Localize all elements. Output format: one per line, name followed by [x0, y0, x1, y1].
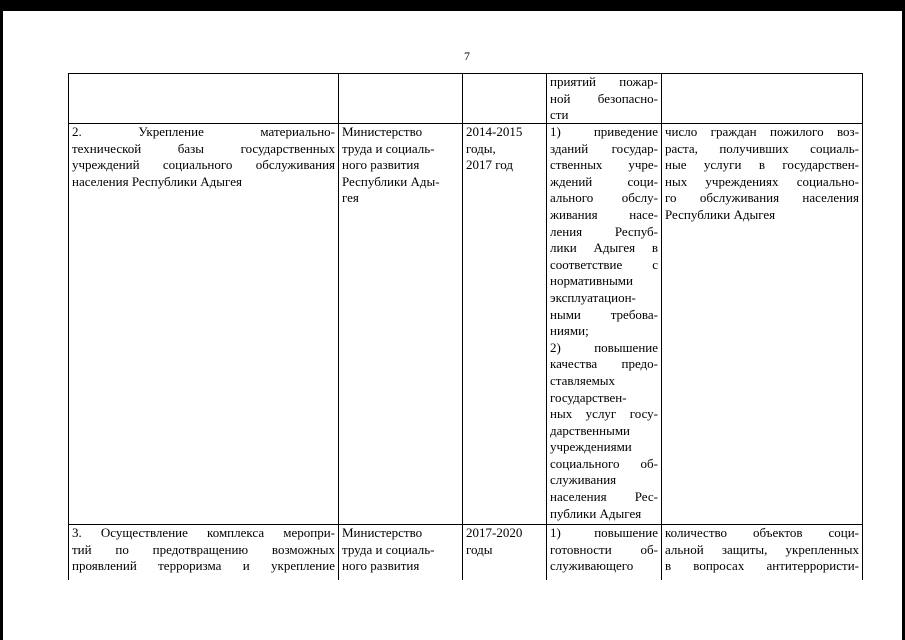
- cell-text-line: Министерство: [342, 525, 423, 540]
- cell-text-line: 1) приведение: [550, 124, 658, 139]
- cell-text-line: приятий пожар-: [550, 74, 658, 89]
- table-cell-executor: [339, 124, 462, 524]
- cell-text-line: лики Адыгея в: [550, 240, 658, 256]
- cell-text-line: годы: [466, 541, 493, 557]
- cell-text-line: технической базы государственных: [72, 140, 335, 156]
- cell-text-line: число граждан пожилого воз-: [665, 124, 859, 139]
- cell-text-line: учреждений социального обслуживания: [72, 157, 335, 173]
- cell-text-line: труда и социаль-: [342, 140, 435, 156]
- table-cell-period: [463, 124, 546, 524]
- cell-text-line: ных учреждениях социально-: [665, 173, 859, 189]
- cell-text-line: 2014-2015: [466, 124, 523, 139]
- cell-text-line: ления Респуб-: [550, 223, 658, 239]
- cell-text-line: Республики Ады-: [342, 173, 440, 189]
- cell-text-line: сти: [550, 107, 569, 123]
- table-cell-executor: [339, 525, 462, 580]
- cell-text-line: служивающего: [550, 558, 634, 574]
- table-cell-measure: [69, 74, 338, 123]
- cell-text-line: учреждениями: [550, 439, 632, 455]
- cell-text-line: труда и социаль-: [342, 541, 435, 557]
- cell-text-line: публики Адыгея: [550, 505, 642, 521]
- cell-text-line: населения Рес-: [550, 489, 658, 505]
- cell-text-line: ных услуг госу-: [550, 406, 658, 422]
- cell-text-line: 2017 год: [466, 157, 513, 173]
- cell-text-line: 2. Укрепление материально-: [72, 124, 335, 139]
- cell-text-line: 2) повышение: [550, 339, 658, 355]
- table-cell-measure: [69, 525, 338, 580]
- cell-text-line: ного развития: [342, 157, 420, 173]
- cell-text-line: качества предо-: [550, 356, 658, 372]
- cell-text-line: проявлений терроризма и укрепление: [72, 558, 335, 574]
- cell-text-line: дарственными: [550, 422, 630, 438]
- cell-text-line: 2017-2020: [466, 525, 523, 540]
- table-cell-result: [547, 525, 661, 580]
- cell-text-line: го обслуживания населения: [665, 190, 859, 206]
- cell-text-line: живания насе-: [550, 206, 658, 222]
- table-cell-result: [547, 74, 661, 123]
- cell-text-line: альной защиты, укрепленных: [665, 541, 859, 557]
- table-cell-result: [547, 124, 661, 524]
- cell-text-line: гея: [342, 190, 359, 206]
- table-cell-measure: [69, 124, 338, 524]
- cell-text-line: ственных учре-: [550, 157, 658, 173]
- cell-text-line: 1) повышение: [550, 525, 658, 540]
- cell-text-line: ждений соци-: [550, 173, 658, 189]
- cell-text-line: зданий государ-: [550, 140, 658, 156]
- cell-text-line: соответствие с: [550, 256, 658, 272]
- scan-border-top: [0, 0, 905, 11]
- table-cell-executor: [339, 74, 462, 123]
- table-cell-indicator: [662, 525, 862, 580]
- cell-text-line: ниями;: [550, 323, 589, 339]
- cell-text-line: социального об-: [550, 455, 658, 471]
- cell-text-line: Республики Адыгея: [665, 206, 776, 222]
- cell-text-line: Министерство: [342, 124, 423, 139]
- table-cell-period: [463, 74, 546, 123]
- table-column-rule: [862, 73, 863, 580]
- cell-text-line: ной безопасно-: [550, 90, 658, 106]
- cell-text-line: нормативными: [550, 273, 633, 289]
- table-cell-indicator: [662, 74, 862, 123]
- scan-border-left: [0, 0, 3, 640]
- cell-text-line: в вопросах антитеррористи-: [665, 558, 859, 574]
- cell-text-line: раста, получивших социаль-: [665, 140, 859, 156]
- cell-text-line: населения Республики Адыгея: [72, 173, 242, 189]
- cell-text-line: ального обслу-: [550, 190, 658, 206]
- cell-text-line: служивания: [550, 472, 617, 488]
- cell-text-line: количество объектов соци-: [665, 525, 859, 540]
- cell-text-line: ными требова-: [550, 306, 658, 322]
- page-number: 7: [464, 49, 470, 63]
- cell-text-line: тий по предотвращению возможных: [72, 541, 335, 557]
- cell-text-line: ставляемых: [550, 372, 616, 388]
- table-cell-indicator: [662, 124, 862, 524]
- cell-text-line: ные услуги в государствен-: [665, 157, 859, 173]
- cell-text-line: ного развития: [342, 558, 420, 574]
- cell-text-line: готовности об-: [550, 541, 658, 557]
- cell-text-line: эксплуатацион-: [550, 289, 636, 305]
- cell-text-line: годы,: [466, 140, 496, 156]
- cell-text-line: государствен-: [550, 389, 627, 405]
- cell-text-line: 3. Осуществление комплекса меропри-: [72, 525, 335, 540]
- table-cell-period: [463, 525, 546, 580]
